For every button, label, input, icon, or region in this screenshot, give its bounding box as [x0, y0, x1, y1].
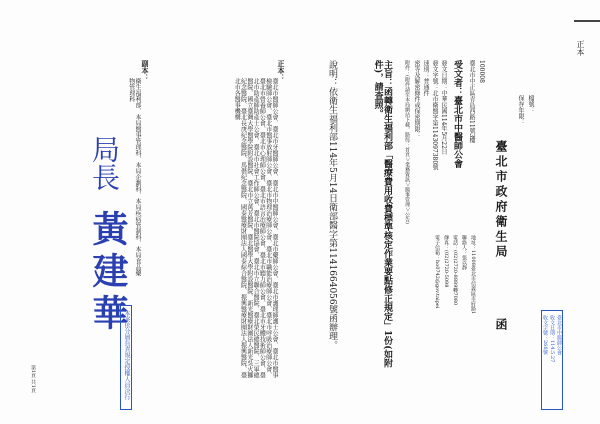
issue-date: 發文日期：中華民國114年5月22日 — [440, 60, 447, 155]
recipient-address: 臺北市中正區青島西路11號3樓 — [468, 60, 475, 144]
archive-number: 檔號： — [527, 95, 534, 113]
stamp-number: 收文字號：266號 — [542, 315, 548, 355]
cc-label: 副本： — [141, 60, 150, 81]
authorization-note: 本案依分層負責規定授權人員決行 — [123, 310, 130, 400]
director-title: 局長 — [88, 135, 121, 191]
stamp-org: 臺北市中醫師公會 — [556, 315, 562, 355]
corner-line — [574, 20, 600, 22]
delivery-speed: 速別：普通件 — [422, 60, 429, 96]
explanation: 說明：依衛生福利部114年5月14日衛部醫字第1141664056號函辦理。 — [327, 60, 337, 350]
sender-address: 地址：11008臺北市信義區市府路1 — [470, 235, 476, 315]
recipient-postal: 100008 — [478, 60, 485, 83]
receipt-stamp — [541, 310, 563, 410]
sender-contact: 聯絡人：張以靜 — [461, 235, 467, 270]
subject: 主旨：函轉衛生福利部「醫療費用收費標準核定作業要點修正規定」1份(如附件)，請查照。 — [372, 60, 392, 368]
director-signature: 黃建華 — [87, 210, 129, 336]
distribution-list: 臺北市醫師公會、臺北市牙醫師公會、臺北市中醫師公會、臺北市藥師公會、臺北市護理師護士公會、臺北市醫事檢驗師公會、臺北市醫事放射師公會、臺北市物理治療師公會、臺北市職能治療師公會、臺北市呼吸治療師公會、臺北市營養師公會、臺北市心理師公會、臺北市語言治療師公會、臺北市聽力師公會、臺北市牙體技術師公會、臺北市助產師助產士公會、臺北市社會工作師公會、臺北市醫院協會、臺北市立聯合醫院、臺北榮民總醫院、三軍總醫院、國立臺灣大學醫學院附設醫院、臺北市立萬芳醫院、臺北醫學大學附設醫院、新光醫療財團法人新光吳火獅紀念醫院、臺北長庚紀念醫院、馬偕紀念醫院、國泰醫療財團法人國泰綜合醫院、振興醫療財團法人振興醫院、臺北市各醫事機構 — [233, 78, 278, 378]
sender-fax: 傳真：(02)2720-5098 — [443, 235, 449, 288]
issue-number: 發文字號：北市衛醫字第1143097380號 — [431, 60, 438, 171]
recipient-name: 受文者：臺北市中醫師公會 — [452, 60, 462, 168]
distribution-label: 正本： — [277, 60, 286, 81]
cc-list: 衛生福利部、本局醫事管理科、本局企劃科、本局疾病管制科、本局食品藥物管理科 — [127, 78, 141, 276]
agency-title: 臺北市政府衛生局 — [494, 140, 508, 260]
sender-email: 電子信箱：ho0742@gov.taipei — [434, 235, 440, 309]
sender-phone: 電話：(02)2720-8889轉7080 — [452, 235, 458, 306]
document-type: 函 — [494, 318, 508, 330]
secrecy-level: 密等及解密條件或保密期限： — [413, 60, 420, 138]
attachments: 附件：(附件請至本局網站下載，路徑：首頁＞業務資訊＞醫事管理＞公告) — [404, 60, 410, 224]
page-number: 第1頁 共1頁 — [30, 365, 36, 393]
retention-period: 保存年限： — [517, 95, 524, 125]
original-copy-label: 正本 — [576, 40, 585, 56]
stamp-date: 收文日期：114.5.27 — [549, 315, 555, 363]
